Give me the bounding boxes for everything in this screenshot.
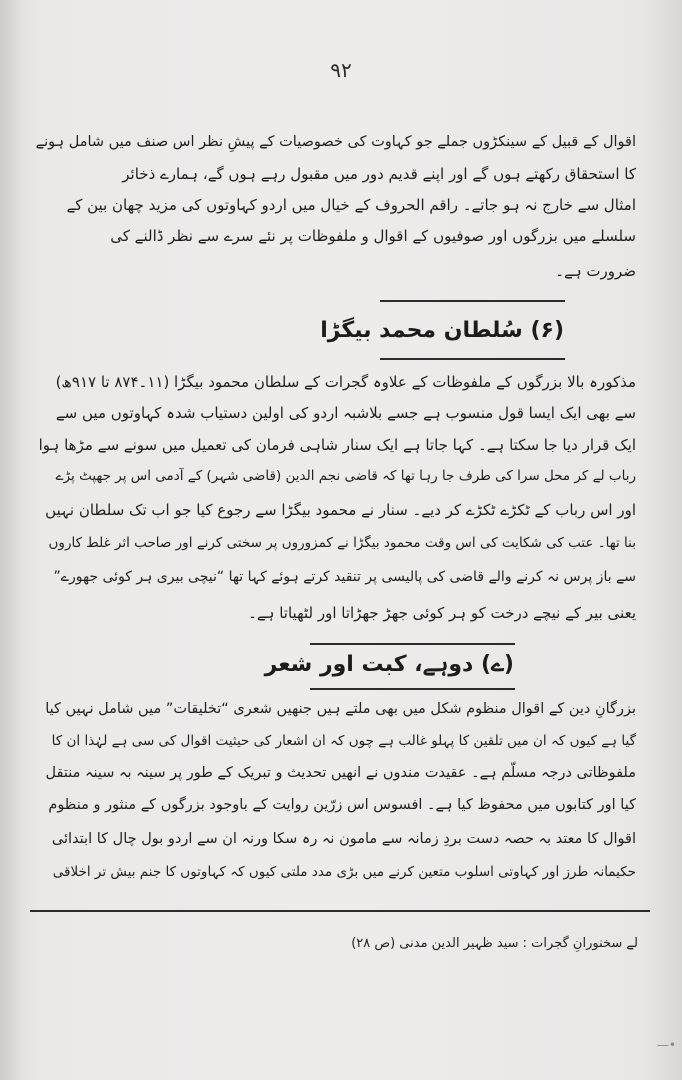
heading-top-rule [380, 300, 565, 302]
paragraph3-line: کیا اور کتابوں میں محفوظ کیا ہے۔ افسوس اس زرّین روایت کے باوجود بزرگوں کے منثور و منظوم [48, 797, 636, 813]
paragraph2-line: یعنی بیر کے نیچے درخت کو ہر کوئی جھڑ جھڑاتا اور لٹھیاتا ہے۔ [248, 604, 636, 622]
paragraph3-line: حکیمانہ طرز اور کہاوتی اسلوب متعین کرنے میں بڑی مدد ملتی کیوں کہ کہاوتوں کا جنم بیش تر اخلاقی [52, 864, 636, 880]
page-spine-shadow [0, 0, 22, 1080]
paragraph3-line: اقوال کا معتد بہ حصہ دست بردِ زمانہ سے مامون نہ رہ سکا ورنہ ان سے اردو بول چال کا ابتدائی [51, 831, 636, 847]
section-heading-dohe: (ے) دوہے، کبت اور شعر [264, 652, 514, 677]
paragraph2-line: سے باز پرس نہ کرنے والے قاضی کی پالیسی پر تنقید کرتے ہوئے کہا تھا “نیچی بیری ہر کوئی جھورے” [53, 569, 636, 585]
paragraph2-line: سے بھی ایک ایسا قول منسوب ہے جسے بلاشبہ اردو کی اولین دستیاب شدہ کہاوتوں میں سے [55, 404, 636, 422]
corner-mark: —• [656, 1038, 676, 1052]
paragraph2-line: اور اس رباب کے ٹکڑے ٹکڑے کر دیے۔ سنار نے محمود بیگڑا سے رجوع کیا جو اب تک سلطان نہیں [45, 501, 636, 519]
section-heading-sultan: (۶) سُلطان محمد بیگڑا [320, 318, 564, 343]
heading-top-rule [310, 643, 515, 645]
paragraph3-line: بزرگانِ دین کے اقوال منظوم شکل میں بھی ملتے ہیں جنھیں شعری “تخلیقات” میں شامل نہیں کیا [45, 701, 636, 717]
paragraph2-line: مذکورہ بالا بزرگوں کے ملفوظات کے علاوہ گجرات کے سلطان محمود بیگڑا (۱۱۔۸۷۴ تا ۹۱۷ھ) [55, 373, 636, 391]
footnote: لے سخنورانِ گجرات : سید ظہیر الدین مدنی (ص ۲۸) [351, 936, 638, 951]
paragraph1-line: ضرورت ہے۔ [555, 262, 636, 280]
paragraph2-line: رباب لے کر محل سرا کی طرف جا رہا تھا کہ قاضی نجم الدین (قاضی شہر) کے آدمی اس پر جھپٹ پڑے [55, 468, 636, 484]
paragraph3-line: ملفوظاتی درجہ مسلّم ہے۔ عقیدت مندوں نے انھیں تحدیث و تبریک کے طور پر سینہ بہ سینہ منتقل [45, 765, 636, 781]
paragraph2-line: ایک قرار دیا جا سکتا ہے۔ کہا جاتا ہے ایک سنار شاہی فرمان کی تعمیل میں سونے سے مڑھا ہوا [38, 436, 636, 454]
paragraph1-line: امثال سے خارج نہ ہو جاتے۔ راقم الحروف کے خیال میں اردو کہاوتوں کی مزید چھان بین کے [66, 196, 636, 214]
paragraph3-line: گیا ہے کیوں کہ ان میں تلقین کا پہلو غالب ہے چوں کہ ان اشعار کی حیثیت اقوال کی سی ہے لہٰذا ان کا [51, 733, 636, 749]
heading-bottom-rule [310, 688, 515, 690]
paragraph1-line: کا استحقاق رکھتے ہوں گے اور اپنے قدیم دور میں مقبول رہے ہوں گے، ہمارے ذخائر [122, 165, 636, 183]
footnote-separator [30, 910, 650, 912]
paragraph1-line: سلسلے میں بزرگوں اور صوفیوں کے اقوال و ملفوظات پر نئے سرے سے نظر ڈالنے کی [110, 227, 636, 245]
paragraph1-line: اقوال کے قبیل کے سینکڑوں جملے جو کہاوت کی خصوصیات کے پیشِ نظر اس صنف میں شامل ہونے [35, 134, 636, 150]
heading-bottom-rule [380, 358, 565, 360]
paragraph2-line: بنا تھا۔ عتب کی شکایت کی اس وقت محمود بیگڑا نے کمزوروں پر سختی کرنے اور صاحب اثر غلط کاروں [48, 535, 636, 551]
page-number: ۹۲ [330, 58, 352, 82]
